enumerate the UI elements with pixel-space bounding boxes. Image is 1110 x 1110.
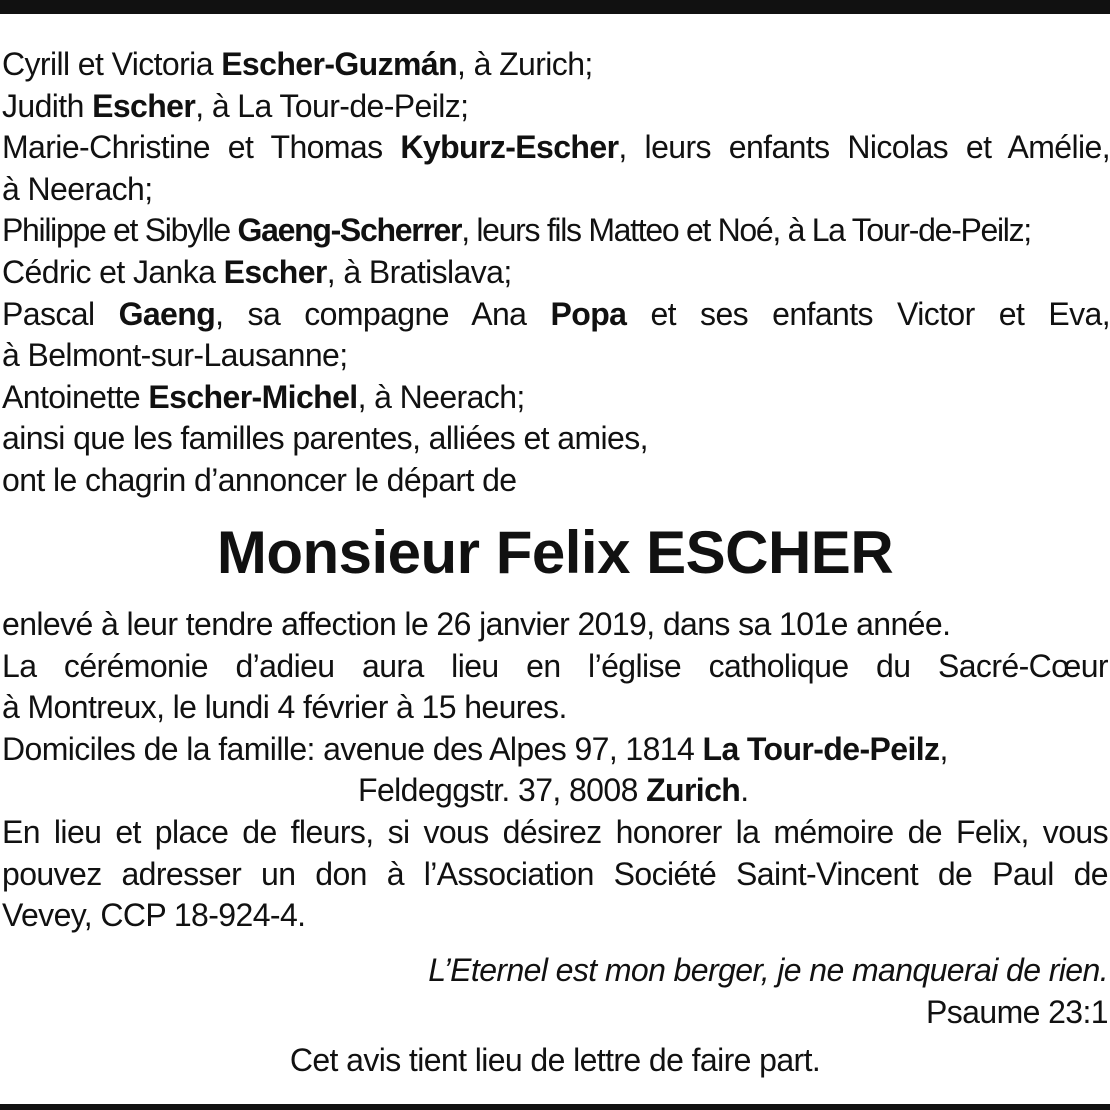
donation-line: pouvez adresser un don à l’Association Société Saint-Vincent de Paul de xyxy=(2,855,1108,892)
family-line: Marie-Christine et Thomas Kyburz-Escher, leurs enfants Nicolas et Amélie, xyxy=(2,129,1110,166)
verse-reference: Psaume 23:1 xyxy=(926,993,1108,1030)
family-line: ainsi que les familles parentes, alliées et amies, xyxy=(2,420,648,457)
family-line: ont le chagrin d’annoncer le départ de xyxy=(2,461,517,498)
family-line: Judith Escher, à La Tour-de-Peilz; xyxy=(2,87,469,124)
closing-note: Cet avis tient lieu de lettre de faire part. xyxy=(289,1042,821,1078)
family-line: Antoinette Escher-Michel, à Neerach; xyxy=(2,378,525,415)
bottom-rule xyxy=(0,1104,1110,1110)
notice-details xyxy=(2,604,1108,937)
ceremony-line: à Montreux, le lundi 4 février à 15 heures. xyxy=(2,689,567,726)
family-line: Cyrill et Victoria Escher-Guzmán, à Zurich; xyxy=(2,46,593,82)
family-line: Philippe et Sibylle Gaeng-Scherrer, leurs fils Matteo et Noé, à La Tour-de-Peilz; xyxy=(2,212,1031,249)
address-line: Feldeggstr. 37, 8008 Zurich. xyxy=(358,772,749,809)
verse-quote: L’Eternel est mon berger, je ne manquerai de rien. xyxy=(428,952,1108,988)
family-line: Cédric et Janka Escher, à Bratislava; xyxy=(2,253,512,290)
family-line: à Neerach; xyxy=(2,170,153,207)
family-line: Pascal Gaeng, sa compagne Ana Popa et ses enfants Victor et Eva, xyxy=(2,295,1110,332)
donation-line: Vevey, CCP 18-924-4. xyxy=(2,897,306,934)
bible-verse xyxy=(428,950,1108,1033)
family-line: à Belmont-sur-Lausanne; xyxy=(2,337,348,374)
donation-line: En lieu et place de fleurs, si vous désirez honorer la mémoire de Felix, vous xyxy=(2,813,1108,850)
family-list xyxy=(2,44,1110,502)
ceremony-line: La cérémonie d’adieu aura lieu en l’église catholique du Sacré-Cœur xyxy=(2,647,1108,684)
passing-line: enlevé à leur tendre affection le 26 janvier 2019, dans sa 101e année. xyxy=(2,606,951,642)
address-line: Domiciles de la famille: avenue des Alpes 97, 1814 La Tour-de-Peilz, xyxy=(2,730,948,767)
deceased-name: Monsieur Felix ESCHER xyxy=(216,519,894,586)
top-rule xyxy=(0,0,1110,14)
